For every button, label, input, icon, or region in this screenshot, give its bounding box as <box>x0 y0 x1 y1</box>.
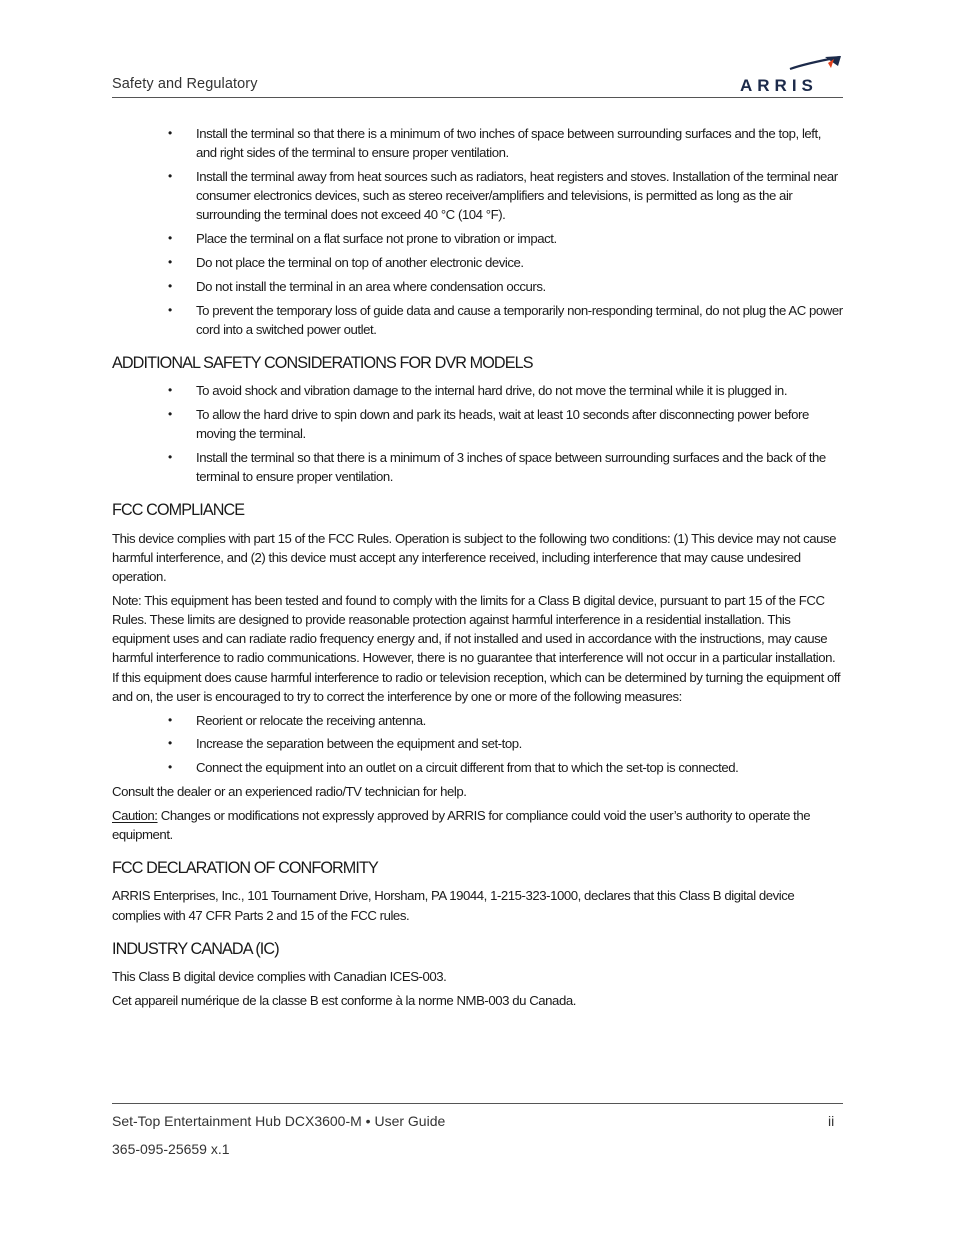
list-item: • Install the terminal away from heat sources such as radiators, heat registers and stoves. Installation of the terminal near consumer electronics devices, such as stereo receiver/amplifiers and televisions, is permitted as long as the air surrounding the terminal does not exceed 40 °C (104 °F). <box>112 167 843 225</box>
caution-text: Changes or modifications not expressly approved by ARRIS for compliance could void the user’s authority to operate the equipment. <box>112 807 811 843</box>
installation-list <box>112 124 843 339</box>
list-item: • Reorient or relocate the receiving antenna. <box>112 711 843 730</box>
dvr-list <box>112 381 843 486</box>
fcc-paragraph-2: Note: This equipment has been tested and found to comply with the limits for a Class B digital device, pursuant to part 15 of the FCC Rules. These limits are designed to provide reasonable protection against harmful interference in a residential installation. This equipment uses and can radiate radio frequency energy and, if not installed and used in accordance with the instructions, may cause harmful interference to radio communications. However, there is no guarantee that interference will not occur in a particular installation. If this equipment does cause harmful interference to radio or television reception, which can be determined by turning the equipment off and on, the user is encouraged to try to correct the interference by one or more of the following measures: <box>112 592 841 704</box>
list-item: • To avoid shock and vibration damage to the internal hard drive, do not move the terminal while it is plugged in. <box>112 381 843 400</box>
list-item: • Connect the equipment into an outlet on a circuit different from that to which the set-top is connected. <box>112 758 843 777</box>
page-content <box>112 124 843 1015</box>
consult-text: Consult the dealer or an experienced radio/TV technician for help. <box>112 784 467 800</box>
caution-label: Caution: <box>112 807 158 823</box>
page-number: ii <box>828 1113 835 1129</box>
header-rule <box>112 97 843 98</box>
header-title: Safety and Regulatory <box>112 76 258 92</box>
list-item: • Install the terminal so that there is a minimum of 3 inches of space between surrounding surfaces and the back of the terminal to ensure proper ventilation. <box>112 448 843 486</box>
fcc-measures-list <box>112 711 843 778</box>
document-number: 365-095-25659 x.1 <box>112 1141 230 1157</box>
canada-line-1: This Class B digital device complies with Canadian ICES-003. <box>112 969 447 985</box>
logo-wordmark: ARRIS <box>740 76 818 94</box>
list-item: • Increase the separation between the equipment and set-top. <box>112 734 843 753</box>
list-item: • Place the terminal on a flat surface not prone to vibration or impact. <box>112 229 843 248</box>
dvr-heading: ADDITIONAL SAFETY CONSIDERATIONS FOR DVR MODELS <box>112 354 533 372</box>
canada-line-2: Cet appareil numérique de la classe B est conforme à la norme NMB-003 du Canada. <box>112 992 576 1008</box>
arris-logo <box>740 54 844 94</box>
fcc-paragraph-1: This device complies with part 15 of the FCC Rules. Operation is subject to the following two conditions: (1) This device may not cause harmful interference, and (2) this device must accept any interference received, including interference that may cause undesired operation. <box>112 530 837 585</box>
list-item: • To allow the hard drive to spin down and park its heads, wait at least 10 seconds after disconnecting power before moving the terminal. <box>112 405 843 443</box>
footer-title: Set-Top Entertainment Hub DCX3600-M • User Guide <box>112 1113 446 1129</box>
list-item: • Install the terminal so that there is a minimum of two inches of space between surrounding surfaces and the top, left, and right sides of the terminal to ensure proper ventilation. <box>112 124 843 162</box>
conformity-text: ARRIS Enterprises, Inc., 101 Tournament Drive, Horsham, PA 19044, 1-215-323-1000, declares that this Class B digital device complies with 47 CFR Parts 2 and 15 of the FCC rules. <box>112 888 795 923</box>
list-item: • Do not install the terminal in an area where condensation occurs. <box>112 277 843 296</box>
list-item: • Do not place the terminal on top of another electronic device. <box>112 253 843 272</box>
footer-rule <box>112 1103 843 1104</box>
caution-paragraph <box>112 806 843 844</box>
canada-heading: INDUSTRY CANADA (IC) <box>112 939 279 958</box>
fcc-compliance-heading: FCC COMPLIANCE <box>112 501 245 520</box>
list-item: • To prevent the temporary loss of guide data and cause a temporarily non-responding terminal, do not plug the AC power cord into a switched power outlet. <box>112 301 843 339</box>
conformity-heading: FCC DECLARATION OF CONFORMITY <box>112 859 378 878</box>
